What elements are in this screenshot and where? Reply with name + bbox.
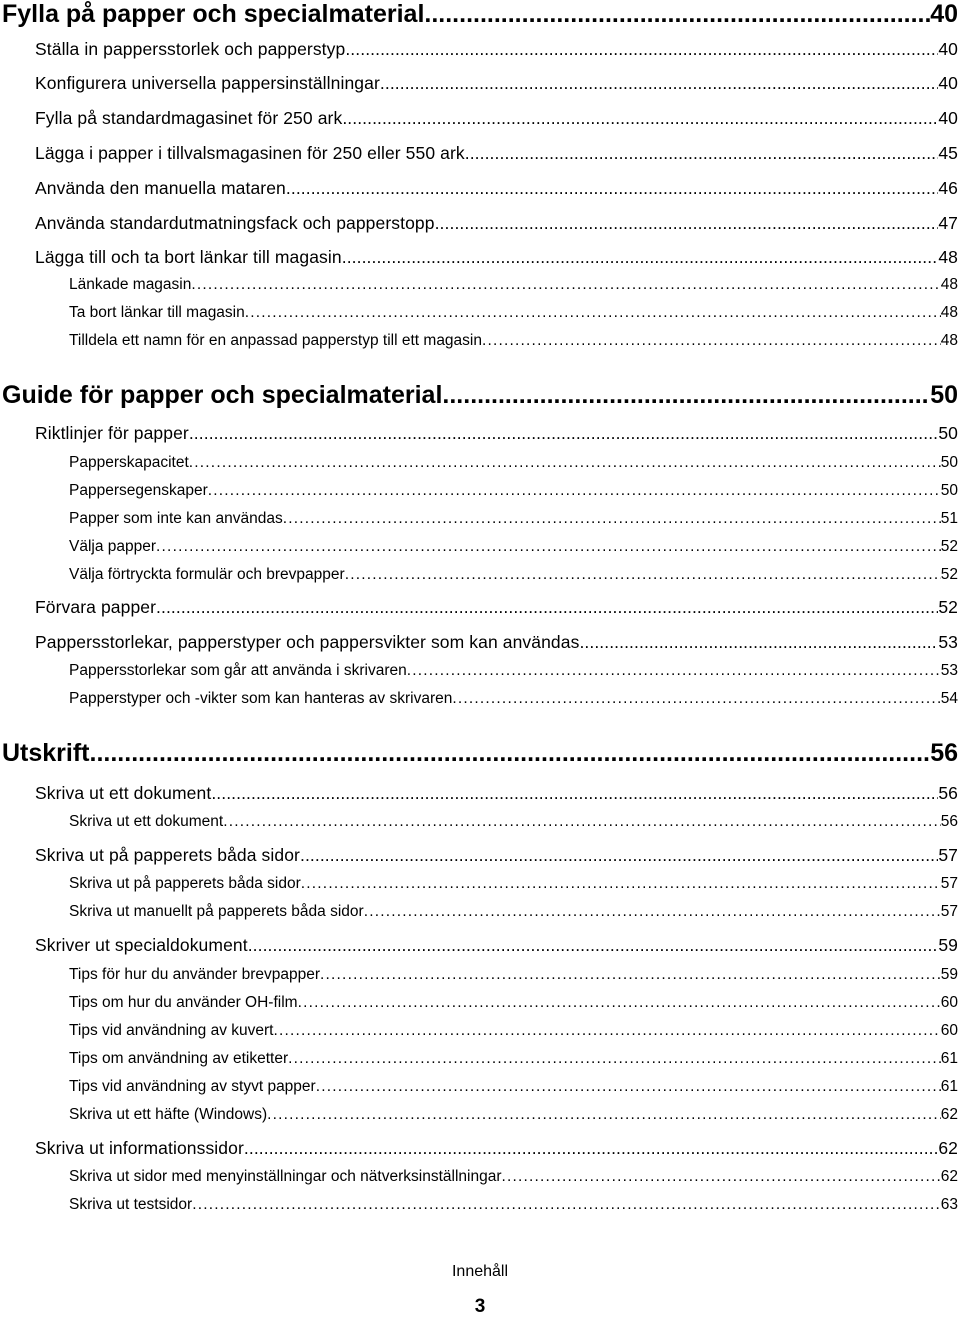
- toc-subsection[interactable]: [69, 332, 958, 350]
- toc-entry-title: Skriva ut manuellt på papperets båda sidor: [69, 903, 364, 920]
- toc-entry-title: Skriva ut ett dokument: [35, 783, 212, 803]
- toc-page-number: 62: [940, 1168, 958, 1185]
- toc-section[interactable]: [35, 845, 958, 866]
- toc-subsection[interactable]: [69, 482, 958, 500]
- toc-subsection[interactable]: [69, 304, 958, 322]
- toc-subsection[interactable]: [69, 1050, 958, 1068]
- toc-dot-leader: [300, 845, 938, 866]
- toc-subsection[interactable]: [69, 966, 958, 984]
- toc-section[interactable]: [35, 1138, 958, 1159]
- toc-dot-leader: [342, 108, 938, 129]
- toc-entry-title: Skriva ut ett dokument: [69, 813, 224, 830]
- toc-page-number: 50: [938, 423, 958, 443]
- footer-page-number: 3: [474, 1296, 486, 1317]
- toc-dot-leader: [245, 304, 941, 322]
- toc-entry-title: Fylla på standardmagasinet för 250 ark: [35, 108, 343, 128]
- toc-page-number: 53: [938, 632, 958, 652]
- toc-entry-title: Skriva ut informationssidor: [35, 1138, 244, 1158]
- toc-dot-leader: [208, 482, 941, 500]
- footer-section-label: Innehåll: [451, 1263, 509, 1280]
- toc-page-number: 62: [940, 1106, 958, 1123]
- toc-section[interactable]: [35, 39, 958, 60]
- toc-page-number: 40: [938, 73, 958, 93]
- toc-entry-title: Skriva ut på papperets båda sidor: [69, 875, 301, 892]
- toc-entry-title: Skriva ut sidor med menyinställningar och nätverksinställningar: [69, 1168, 502, 1185]
- toc-entry-title: Tips om hur du använder OH-film: [69, 994, 298, 1011]
- toc-page-number: 40: [938, 39, 958, 59]
- toc-page-number: 52: [940, 538, 958, 555]
- toc-entry-title: Använda standardutmatningsfack och papperstopp: [35, 213, 435, 233]
- toc-dot-leader: [192, 1196, 941, 1214]
- toc-entry-title: Välja förtryckta formulär och brevpapper: [69, 566, 345, 583]
- toc-entry-title: Skriver ut specialdokument: [35, 935, 248, 955]
- toc-subsection[interactable]: [69, 690, 958, 708]
- toc-entry-title: Papperskapacitet: [69, 454, 189, 471]
- toc-dot-leader: [342, 247, 939, 268]
- toc-chapter[interactable]: [2, 381, 958, 410]
- toc-dot-leader: [442, 381, 930, 410]
- toc-page-number: 59: [938, 935, 958, 955]
- toc-dot-leader: [579, 632, 938, 653]
- toc-entry-title: Förvara papper: [35, 597, 157, 617]
- toc-page-number: 57: [940, 903, 958, 920]
- toc-dot-leader: [288, 1050, 941, 1068]
- toc-page-number: 48: [938, 247, 958, 267]
- toc-page-number: 57: [938, 845, 958, 865]
- toc-chapter[interactable]: [2, 739, 958, 768]
- toc-dot-leader: [244, 1138, 938, 1159]
- toc-subsection[interactable]: [69, 1078, 958, 1096]
- toc-entry-title: Skriva ut ett häfte (Windows): [69, 1106, 268, 1123]
- toc-dot-leader: [273, 1022, 940, 1040]
- toc-dot-leader: [407, 662, 941, 680]
- toc-page-number: 51: [940, 510, 958, 527]
- toc-section[interactable]: [35, 247, 958, 268]
- toc-page-number: 40: [930, 0, 958, 28]
- toc-section[interactable]: [35, 423, 958, 444]
- toc-section[interactable]: [35, 108, 958, 129]
- toc-page-number: 50: [940, 482, 958, 499]
- toc-subsection[interactable]: [69, 813, 958, 831]
- toc-page-number: 56: [938, 783, 958, 803]
- toc-section[interactable]: [35, 632, 958, 653]
- toc-page-number: 60: [940, 1022, 958, 1039]
- toc-dot-leader: [465, 143, 939, 164]
- toc-entry-title: Tips om användning av etiketter: [69, 1050, 289, 1067]
- toc-page-number: 48: [940, 276, 958, 293]
- toc-dot-leader: [364, 903, 941, 921]
- toc-entry-title: Konfigurera universella pappersinställningar: [35, 73, 380, 93]
- toc-entry-title: Lägga till och ta bort länkar till magasin: [35, 247, 342, 267]
- toc-subsection[interactable]: [69, 1106, 958, 1124]
- toc-section[interactable]: [35, 783, 958, 804]
- toc-page-number: 62: [938, 1138, 958, 1158]
- toc-page-number: 56: [930, 739, 958, 767]
- toc-page-number: 46: [938, 178, 958, 198]
- toc-subsection[interactable]: [69, 1168, 958, 1186]
- toc-entry-title: Utskrift: [2, 739, 90, 767]
- toc-page-number: 50: [930, 381, 958, 409]
- toc-entry-title: Tilldela ett namn för en anpassad papperstyp till ett magasin: [69, 332, 482, 349]
- toc-dot-leader: [156, 597, 938, 618]
- toc-page-number: 63: [940, 1196, 958, 1213]
- toc-dot-leader: [90, 739, 931, 768]
- toc-subsection[interactable]: [69, 454, 958, 472]
- toc-section[interactable]: [35, 935, 958, 956]
- toc-dot-leader: [223, 813, 941, 831]
- toc-entry-title: Lägga i papper i tillvalsmagasinen för 250 eller 550 ark: [35, 143, 465, 163]
- toc-dot-leader: [191, 276, 940, 294]
- toc-page-number: 52: [938, 597, 958, 617]
- toc-dot-leader: [316, 1078, 941, 1096]
- toc-entry-title: Ställa in pappersstorlek och papperstyp: [35, 39, 346, 59]
- toc-dot-leader: [320, 966, 941, 984]
- toc-dot-leader: [283, 510, 941, 528]
- toc-subsection[interactable]: [69, 276, 958, 294]
- toc-entry-title: Ta bort länkar till magasin: [69, 304, 245, 321]
- toc-page-number: 61: [940, 1078, 958, 1095]
- toc-section[interactable]: [35, 213, 958, 234]
- toc-entry-title: Tips vid användning av styvt papper: [69, 1078, 316, 1095]
- toc-section[interactable]: [35, 73, 958, 94]
- toc-page-number: 47: [938, 213, 958, 233]
- toc-dot-leader: [452, 690, 940, 708]
- toc-entry-title: Skriva ut testsidor: [69, 1196, 193, 1213]
- toc-page-number: 45: [938, 143, 958, 163]
- toc-entry-title: Papper som inte kan användas: [69, 510, 283, 527]
- toc-entry-title: Pappersstorlekar som går att använda i skrivaren: [69, 662, 407, 679]
- toc-page-number: 59: [940, 966, 958, 983]
- toc-page-number: 60: [940, 994, 958, 1011]
- toc-entry-title: Papperstyper och -vikter som kan hanteras av skrivaren: [69, 690, 453, 707]
- toc-page-number: 56: [940, 813, 958, 830]
- toc-dot-leader: [211, 783, 938, 804]
- toc-entry-title: Välja papper: [69, 538, 157, 555]
- toc-page-number: 48: [940, 332, 958, 349]
- toc-dot-leader: [156, 538, 941, 556]
- toc-subsection[interactable]: [69, 875, 958, 893]
- toc-dot-leader: [424, 0, 930, 29]
- toc-dot-leader: [501, 1168, 940, 1186]
- toc-dot-leader: [189, 423, 938, 444]
- toc-section[interactable]: [35, 143, 958, 164]
- toc-section[interactable]: [35, 597, 958, 618]
- toc-subsection[interactable]: [69, 903, 958, 921]
- toc-dot-leader: [380, 73, 938, 94]
- toc-subsection[interactable]: [69, 1022, 958, 1040]
- toc-page-number: 48: [940, 304, 958, 321]
- toc-dot-leader: [248, 935, 939, 956]
- toc-page-number: 53: [940, 662, 958, 679]
- toc-page-number: 57: [940, 875, 958, 892]
- toc-dot-leader: [189, 454, 941, 472]
- toc-entry-title: Skriva ut på papperets båda sidor: [35, 845, 300, 865]
- toc-page-number: 52: [940, 566, 958, 583]
- toc-chapter[interactable]: [2, 0, 958, 29]
- toc-entry-title: Guide för papper och specialmaterial: [2, 381, 443, 409]
- toc-subsection[interactable]: [69, 510, 958, 528]
- toc-page-number: 50: [940, 454, 958, 471]
- toc-entry-title: Fylla på papper och specialmaterial: [2, 0, 425, 28]
- toc-entry-title: Pappersstorlekar, papperstyper och pappersvikter som kan användas: [35, 632, 580, 652]
- toc-page-number: 61: [940, 1050, 958, 1067]
- toc-dot-leader: [345, 39, 938, 60]
- toc-entry-title: Pappersegenskaper: [69, 482, 208, 499]
- toc-entry-title: Länkade magasin: [69, 276, 192, 293]
- toc-subsection[interactable]: [69, 1196, 958, 1214]
- toc-dot-leader: [435, 213, 939, 234]
- toc-entry-title: Tips för hur du använder brevpapper: [69, 966, 321, 983]
- toc-page-number: 40: [938, 108, 958, 128]
- toc-subsection[interactable]: [69, 994, 958, 1012]
- toc-subsection[interactable]: [69, 566, 958, 584]
- toc-entry-title: Använda den manuella mataren: [35, 178, 286, 198]
- toc-subsection[interactable]: [69, 538, 958, 556]
- toc-dot-leader: [345, 566, 941, 584]
- toc-dot-leader: [298, 994, 941, 1012]
- toc-dot-leader: [286, 178, 938, 199]
- toc-subsection[interactable]: [69, 662, 958, 680]
- toc-dot-leader: [301, 875, 941, 893]
- toc-section[interactable]: [35, 178, 958, 199]
- toc-dot-leader: [267, 1106, 941, 1124]
- toc-page-number: 54: [940, 690, 958, 707]
- toc-entry-title: Tips vid användning av kuvert: [69, 1022, 274, 1039]
- toc-entry-title: Riktlinjer för papper: [35, 423, 189, 443]
- toc-dot-leader: [482, 332, 941, 350]
